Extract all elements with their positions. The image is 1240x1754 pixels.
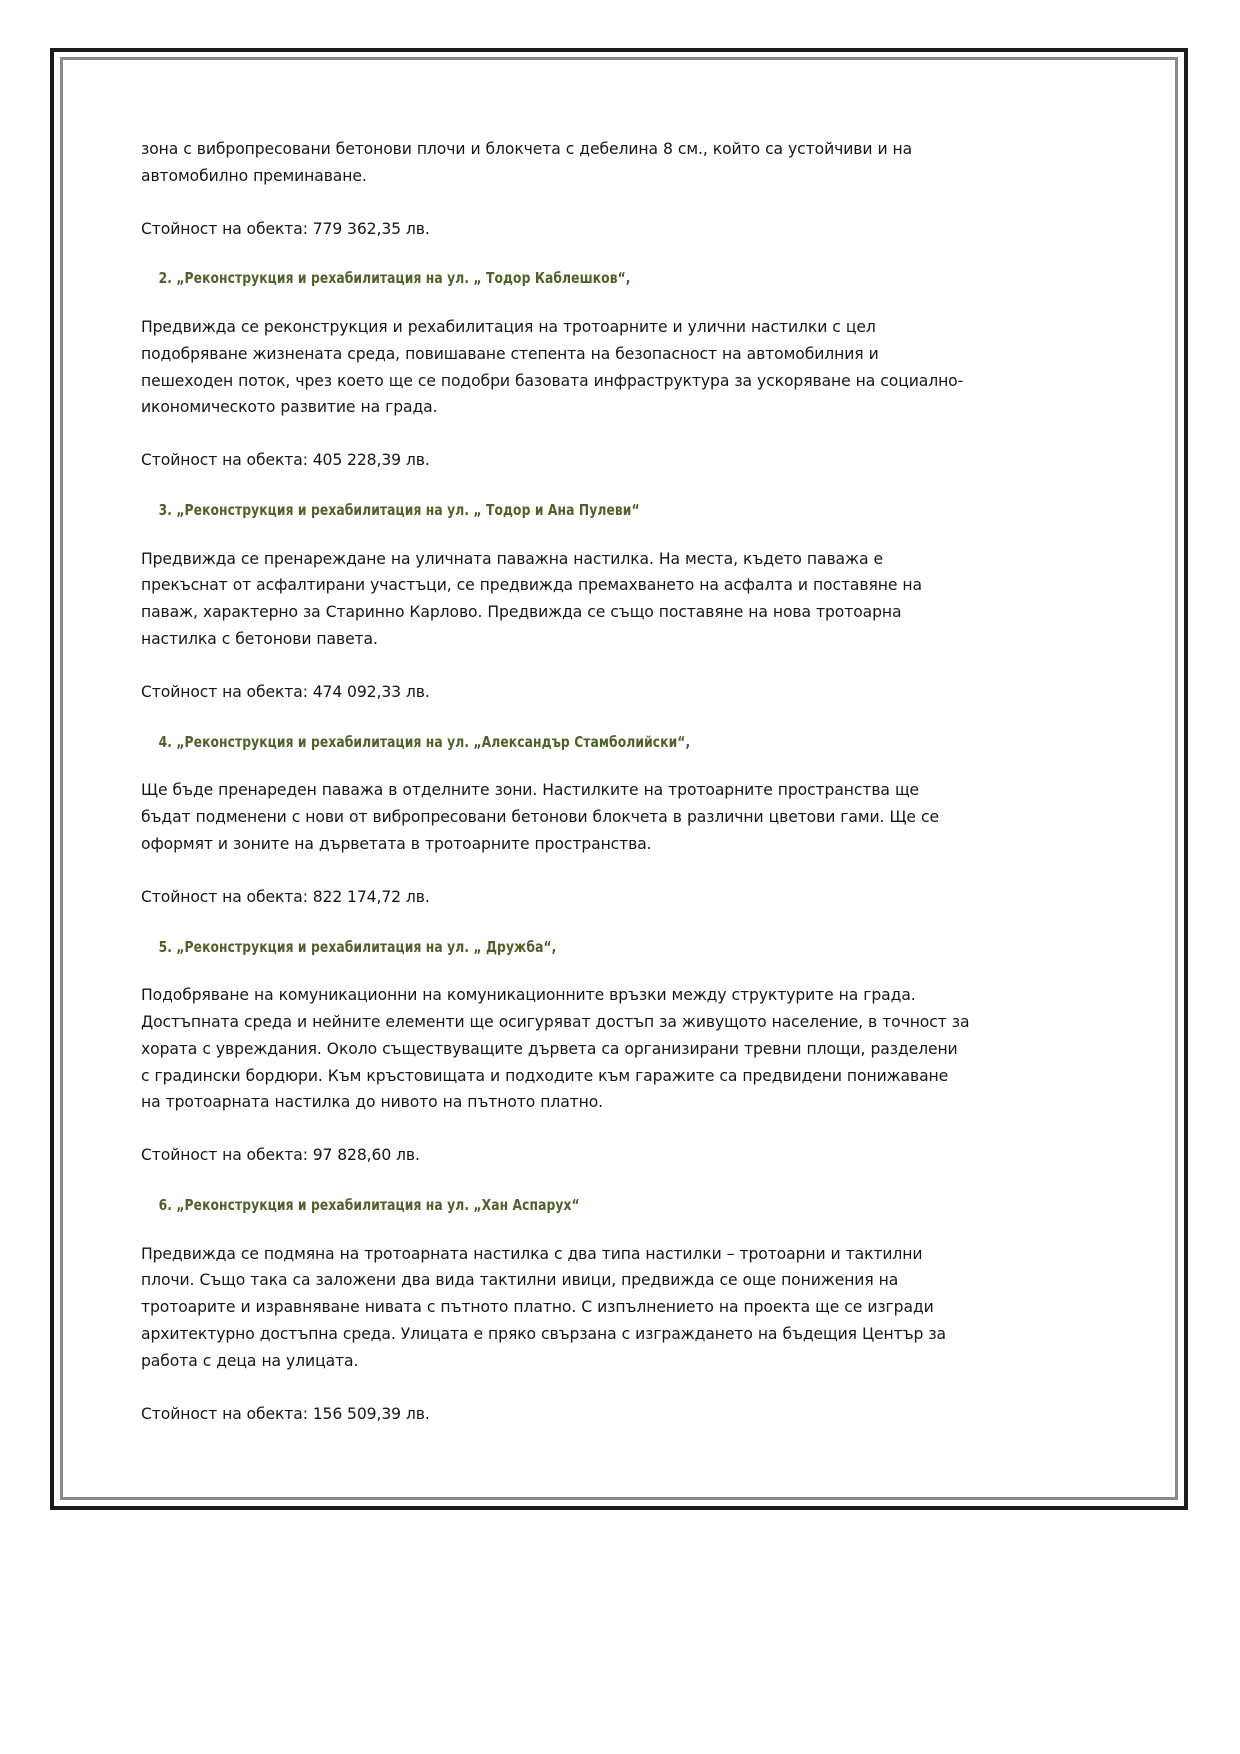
section-5-paragraph: Подобряване на комуникационни на комуникационните връзки между структурите на града. Достъпната среда и нейните елементи ще осигуряват достъп за живущото население, в точност за хората с увреждания. Около съществуващите дървета са организирани тревни площи, разделени с градински бордюри. Към кръстовищата и подходите към гаражите са предвидени понижаване на тротоарната настилка до нивото на пътното платно.: [141, 986, 970, 1112]
cost-line-1: Стойност на обекта: 779 362,35 лв.: [141, 219, 430, 238]
section-heading-3: 3. „Реконструкция и рехабилитация на ул. „ Тодор и Ана Пулеви“: [158, 501, 640, 520]
cost-line-2: Стойност на обекта: 405 228,39 лв.: [141, 451, 430, 470]
cost-line-6: Стойност на обекта: 156 509,39 лв.: [141, 1404, 430, 1423]
section-heading-5: 5. „Реконструкция и рехабилитация на ул. „ Дружба“,: [158, 937, 557, 956]
section-heading-4: 4. „Реконструкция и рехабилитация на ул. „Александър Стамболийски“,: [158, 732, 691, 751]
page-border-inner: [60, 57, 1178, 1500]
document-text-column: [141, 136, 971, 1453]
cost-line-3: Стойност на обекта: 474 092,33 лв.: [141, 682, 430, 701]
page-border-outer: [50, 48, 1188, 1510]
section-heading-2: 2. „Реконструкция и рехабилитация на ул. „ Тодор Каблешков“,: [158, 269, 631, 288]
section-3-paragraph: Предвижда се пренареждане на уличната паважна настилка. На места, където паважа е прекъснат от асфалтирани участъци, се предвижда премахването на асфалта и поставяне на паваж, характерно за Старинно Карлово. Предвижда се също поставяне на нова тротоарна настилка с бетонови павета.: [141, 549, 922, 649]
section-2-paragraph: Предвижда се реконструкция и рехабилитация на тротоарните и улични настилки с цел подобряване жизнената среда, повишаване степента на безопасност на автомобилния и пешеходен поток, чрез което ще се подобри базовата инфраструктура за ускоряване на социално- икономическото развитие на града.: [141, 318, 964, 417]
section-6-paragraph: Предвижда се подмяна на тротоарната настилка с два типа настилки – тротоарни и тактилни плочи. Също така са заложени два вида тактилни ивици, предвижда се още понижения на тротоарите и изравняване нивата с пътното платно. С изпълнението на проекта ще се изгради архитектурно достъпна среда. Улицата е пряко свързана с изграждането на бъдещия Център за работа с деца на улицата.: [141, 1244, 947, 1370]
intro-paragraph: зона с вибропресовани бетонови плочи и блокчета с дебелина 8 см., който са устойчиви и на автомобилно преминаване.: [141, 140, 913, 185]
cost-line-5: Стойност на обекта: 97 828,60 лв.: [141, 1146, 420, 1165]
section-4-paragraph: Ще бъде пренареден паважа в отделните зони. Настилките на тротоарните пространства ще бъдат подменени с нови от вибропресовани бетонови блокчета в различни цветови гами. Ще се оформят и зоните на дърветата в тротоарните пространства.: [141, 781, 939, 853]
section-heading-6: 6. „Реконструкция и рехабилитация на ул. „Хан Аспарух“: [158, 1195, 580, 1214]
cost-line-4: Стойност на обекта: 822 174,72 лв.: [141, 887, 430, 906]
